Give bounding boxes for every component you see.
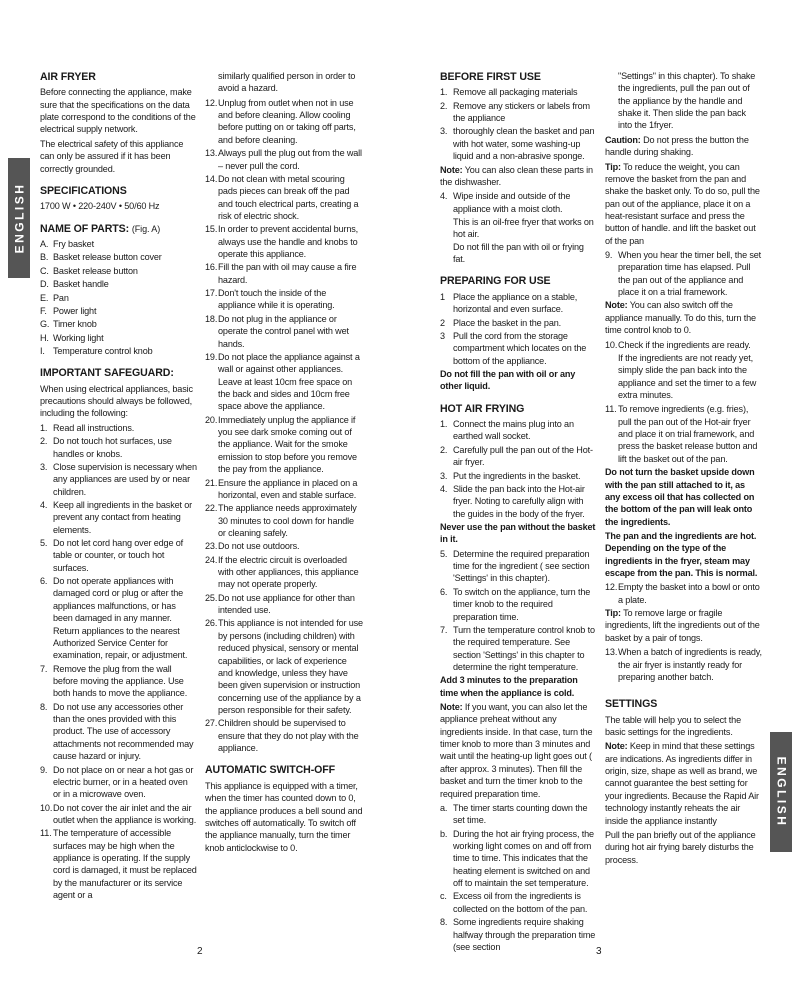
list-item [40,701,197,763]
list-text: Power light [53,305,97,316]
list-text: Close supervision is necessary when any appliances are used by or near children. [53,461,197,497]
list-text: Ensure the appliance in placed on a horizontal, even and stable surface. [218,477,358,500]
section-heading-before-first-use: BEFORE FIRST USE [440,71,541,83]
list-text: Temperature control knob [53,345,153,356]
list-text: Fry basket [53,239,94,250]
list-number: 2. [440,444,448,455]
list-text: This appliance is not intended for use by persons (including children) with reduced physical, sensory or mental capabilities, or lack of experience and knowledge, unless they have been given supervision or instruction concerning use of the appliance by a person responsible for their safety. [218,618,363,715]
note-text: You can also clean these parts in the dishwasher. [440,164,593,187]
list-item [205,351,363,413]
list-item [440,470,597,482]
list-number: 2. [40,436,48,447]
list-item [605,581,762,606]
list-item [40,422,197,434]
list-number: B. [40,252,49,263]
list-item [205,717,363,754]
list-item [440,317,597,329]
list-text: Carefully pull the pan out of the Hot-air fryer. [453,444,593,468]
language-tab-left [8,158,30,278]
list-number: 13. [205,148,218,159]
list-text: Do not plug in the appliance or operate the control panel with wet hands. [218,313,349,349]
specifications-text: 1700 W • 220-240V • 50/60 Hz [40,201,160,212]
list-item [440,483,597,520]
list-text: Keep all ingredients in the basket or prevent any contact from heating elements. [53,499,193,535]
list-number: 1. [40,422,48,433]
list-text: Basket release button cover [53,252,162,263]
language-tab-right [770,732,792,852]
list-item [205,313,363,350]
list-text: Remove the plug from the wall before moving the appliance. Use both hands to move the appliance. [53,663,188,699]
list-number: C. [40,265,49,276]
list-text: The temperature of accessible surfaces may be high when the appliance is operating. If the supply cord is damaged, it must be replaced by the manufacturer or its service agent or a [53,828,197,901]
list-item [205,173,363,222]
language-tab-label: ENGLISH [774,756,788,828]
list-number: 1 [440,291,445,302]
list-number: 6. [440,586,448,597]
list-item [440,828,597,890]
note-label: Note: [605,741,628,752]
list-text: Do not cover the air inlet and the air outlet when the appliance is working. [53,802,197,825]
note [605,740,762,827]
list-item [205,147,363,172]
list-text: Children should be supervised to ensure that they do not play with the appliance. [218,718,359,754]
list-number: 8. [440,917,448,928]
list-item [440,548,597,585]
list-text: Excess oil from the ingredients is collected on the bottom of the pan. [453,891,588,914]
list-text: The timer starts counting down the set time. [453,802,588,826]
warning-text: The pan and the ingredients are hot. Depending on the type of the ingredients in the fryer, steam may escape from the pan. This is normal. [605,530,758,579]
list-number: 11. [605,404,617,415]
tip-label: Tip: [605,161,621,172]
list-text: Determine the required preparation time for the ingredient ( see section 'Settings' in this chapter). [453,548,590,584]
list-text: Slide the pan back into the Hot-air fryer. Noting to carefully align with the guides in the body of the fryer. [453,483,585,519]
list-text: Do not clean with metal scouring pads pieces can break off the pad and touch electrical parts, creating a risk of electric shock. [218,173,359,221]
list-number: 11. [40,828,52,839]
list-item [205,223,363,260]
section-heading-preparing: PREPARING FOR USE [440,275,551,288]
list-item [205,287,363,312]
language-tab-label: ENGLISH [12,182,26,254]
list-item [605,249,762,298]
note-label: Note: [440,164,463,175]
list-text: Do not use outdoors. [218,541,300,552]
list-number: 9. [40,764,48,775]
list-item [205,477,363,502]
paragraph: This appliance is equipped with a timer, when the timer has counted down to 0, the appliance produces a bell sound and switches off automatically. To switch off the appliance manually, turn the timer knob anticlockwise to 0. [205,780,363,853]
list-number: 12. [205,97,218,108]
list-number: 3. [440,126,448,137]
list-text: Place the basket in the pan. [453,317,562,328]
note [605,299,762,336]
list-text: Do not operate appliances with damaged cord or plug or after the appliances malfunctions, or has been damaged in any manner. Return appliances to the nearest Authorized Service Center for examination, repair, or adjustment. [53,576,188,661]
list-number: 4. [440,483,448,494]
list-text: When a batch of ingredients is ready, the air fryer is instantly ready for preparing another batch. [618,647,762,682]
list-item [40,251,197,263]
list-item [440,418,597,443]
list-item [40,575,197,662]
tip [605,161,762,248]
list-number: 27. [205,718,218,729]
list-text: Unplug from outlet when not in use and before cleaning. Allow cooling before putting on or taking off parts, and before cleaning. [218,97,356,145]
caution-text: Do not press the button the handle during shaking. [605,134,749,158]
list-number: E. [40,292,49,303]
list-number: 4. [40,499,48,510]
list-item [605,646,762,683]
page-left-column-2 [205,70,363,856]
list-item [440,916,597,953]
list-item [205,592,363,617]
list-text: Check if the ingredients are ready. [618,339,751,350]
list-item [40,802,197,827]
list-text: Place the appliance on a stable, horizontal and even surface. [453,291,578,315]
list-number: 26. [205,618,218,629]
caution [605,134,762,159]
list-item [440,890,597,915]
list-number: 10. [40,802,53,813]
section-heading-safeguard: IMPORTANT SAFEGUARD: [40,367,174,380]
list-item [205,414,363,476]
list-item [40,265,197,277]
list-text: Read all instructions. [53,422,135,433]
list-number: 17. [205,288,218,299]
list-number: 6. [40,576,48,587]
paragraph: The table will help you to select the basic settings for the ingredients. [605,714,741,738]
list-text: Do not place on or near a hot gas or electric burner, or in a heated oven or in a microwave oven. [53,764,194,800]
warning-text: Add 3 minutes to the preparation time when the appliance is cold. [440,675,578,698]
list-item [205,97,363,146]
list-text: Connect the mains plug into an earthed wall socket. [453,419,574,442]
list-number: 8. [40,701,48,712]
list-number: b. [440,828,448,839]
list-item [40,663,197,700]
hot-air-list [440,418,597,520]
list-text: Turn the temperature control knob to the required temperature. See section 'Settings' in this chapter to determine the right temperature. [453,624,595,672]
list-text: When you hear the timer bell, the set preparation time has elapsed. Pull the pan out of the appliance and place it on a trial framework. [618,250,762,298]
note-text: You can also switch off the appliance manually. To do this, turn the time control knob to 0. [605,300,756,336]
list-item [440,291,597,316]
warning-text: Do not turn the basket upside down with the pan still attached to it, as any excess oil that has collected on the bottom of the pan will leak onto the ingredients. [605,467,755,527]
list-text: Basket release button [53,265,138,276]
tip-text: To remove large or fragile ingredients, lift the ingredients out of the basket by a pair of tongs. [605,608,760,643]
list-text: In order to prevent accidental burns, always use the handle and knobs to operate this appliance. [218,224,359,260]
list-number: 18. [205,313,218,324]
list-text: Do not use appliance for other than intended use. [218,592,355,616]
list-item [205,261,363,286]
list-item [40,332,197,344]
hot-air-sub-list [440,802,597,915]
list-text: To remove ingredients (e.g. fries), pull the pan out of the Hot-air fryer and place it on trial framework, and press the basket release button and lift the basket out of the pan. [618,404,758,464]
section-heading-settings: SETTINGS [605,698,658,711]
paragraph: The electrical safety of this appliance can only be assured if it has been correctly grounded. [40,138,184,174]
list-number: 25. [205,592,218,603]
list-text: Empty the basket into a bowl or onto a plate. [618,582,760,605]
warning-text: Do not fill the pan with oil or any other liquid. [440,369,576,392]
page-left-column-1 [40,68,197,902]
list-number: 2. [440,100,448,111]
list-number: 23. [205,541,218,552]
tip [605,607,762,644]
list-item [205,554,363,591]
parts-heading-text: NAME OF PARTS: [40,222,130,235]
list-number: 5. [440,548,448,559]
list-item [440,330,597,367]
paragraph: Before connecting the appliance, make sure that the specifications on the data plate correspond to the conditions of the electrical supply network. [40,87,196,135]
list-number: c. [440,891,447,902]
list-item [605,339,762,351]
section-heading-specifications: SPECIFICATIONS [40,184,127,197]
list-item [40,292,197,304]
paragraph: This is an oil-free fryer that works on hot air. [453,217,594,240]
note-label: Note: [605,300,628,311]
list-number: 3 [440,330,445,341]
list-number: 1. [440,419,448,430]
list-number: 16. [205,262,218,273]
note [440,164,597,189]
list-number: D. [40,279,49,290]
list-text: Pan [53,292,69,303]
paragraph: If the ingredients are not ready yet, simply slide the pan back into the appliance and set the timer to a few extra minutes. [618,352,757,400]
list-item [40,278,197,290]
list-number: 4. [440,191,448,202]
page-right-column-2 [605,70,762,868]
paragraph: Do not fill the pan with oil or frying fat. [453,241,584,265]
list-text: Fill the pan with oil may cause a fire hazard. [218,262,357,285]
list-text: To switch on the appliance, turn the timer knob to the required preparation time. [453,586,591,622]
list-text: Timer knob [53,319,97,330]
list-text: If the electric circuit is overloaded with other appliances, this appliance may not operate properly. [218,554,359,590]
list-item [40,238,197,250]
list-number: 2 [440,317,445,328]
list-text: Remove all packaging materials [453,87,578,98]
list-item [40,305,197,317]
list-text: Do not place the appliance against a wall or against other appliances. Leave at least 10cm free space on the back and sides and 10cm free space above the appliance. [218,351,360,412]
section-heading-air-fryer: AIR FRYER [40,71,96,83]
list-number: 24. [205,554,218,565]
list-number: 3. [40,461,48,472]
list-number: G. [40,319,50,330]
page-number-right: 3 [596,946,602,957]
paragraph: When using electrical appliances, basic precautions should always be followed, including the following: [40,383,193,419]
list-item [40,318,197,330]
list-text: Do not let cord hang over edge of table or counter, or touch hot surfaces. [53,538,184,573]
warning-text: Never use the pan without the basket in it. [440,522,596,545]
list-item [205,502,363,539]
list-item [440,100,597,125]
list-item [40,435,197,460]
page-number-left: 2 [197,946,203,957]
list-number: 9. [605,250,613,261]
list-item [605,403,762,465]
list-number: F. [40,305,47,316]
list-text: Always pull the plug out from the wall – never pull the cord. [218,148,362,171]
list-continuation: "Settings" in this chapter). To shake the ingredients, pull the pan out of the appliance by the handle and shake it. Then slide the pan back into the 1fryer. [618,71,756,131]
list-text: Do not use any accessories other than the ones provided with this product. The use of accessory attachments not recommended may cause hazard or injury. [53,701,194,762]
list-text: Don't touch the inside of the appliance while it is operating. [218,288,335,311]
list-item [440,190,597,215]
list-number: 22. [205,503,218,514]
list-text: Working light [53,332,104,343]
list-number: 10. [605,339,618,350]
list-number: 7. [40,663,48,674]
section-heading-auto-switch-off: AUTOMATIC SWITCH-OFF [205,764,336,777]
list-number: H. [40,332,49,343]
list-text: Basket handle [53,279,109,290]
list-number: A. [40,239,49,250]
list-number: 20. [205,414,218,425]
before-first-use-list [440,86,597,162]
list-number: 14. [205,173,218,184]
list-item [40,764,197,801]
section-heading-parts [40,222,197,236]
list-item [440,86,597,98]
note-text: If you want, you can also let the appliance preheat without any ingredients inside. In that case, turn the timer knob to more than 3 minutes and wait until the heating-up light goes out ( after approx. 3 minutes). Then fill the basket and turn the timer knob to the required preparation time. [440,702,593,799]
list-item [440,444,597,469]
note-label: Note: [440,702,463,713]
paragraph: Pull the pan briefly out of the appliance during hot air frying barely disturbs the process. [605,829,756,865]
list-number: 5. [40,538,48,549]
list-item [440,586,597,623]
preparing-list [440,291,597,367]
note-text: Keep in mind that these settings are indications. As ingredients differ in origin, size, shape as well as brand, we cannot guarantee the best setting for your ingredients. Because the Rapid Air technology instantly reheats the air inside the appliance instantly [605,741,759,826]
list-number: 13. [605,647,618,658]
list-number: 15. [205,224,218,235]
list-number: I. [40,345,45,356]
list-item [40,537,197,574]
list-item [40,499,197,536]
section-heading-hot-air-frying: HOT AIR FRYING [440,402,525,415]
list-text: Remove any stickers or labels from the appliance [453,100,590,124]
caution-label: Caution: [605,134,641,145]
hot-air-list [440,548,597,674]
list-number: 19. [205,351,218,362]
list-item [40,827,197,901]
list-item [205,617,363,716]
note [440,701,597,800]
tip-text: To reduce the weight, you can remove the basket from the pan and shake the basket only. To do so, pull the pan out of the appliance, place it on a heat-resistant surface and press the button of handle. and lift the basket out of the pan [605,161,760,246]
list-item [440,125,597,162]
list-item [40,461,197,498]
fig-reference: (Fig. A) [131,223,161,234]
list-item [40,345,197,357]
list-item [205,540,363,552]
parts-list [40,238,197,357]
list-number: 12. [605,582,618,593]
list-continuation: similarly qualified person in order to avoid a hazard. [218,71,356,94]
safeguard-list [40,422,197,902]
list-text: Immediately unplug the appliance if you see dark smoke coming out of the appliance. Wait for the smoke emission to stop before you remove the pay from the appliance. [218,414,357,475]
list-number: 3. [440,470,448,481]
list-number: 1. [440,87,448,98]
list-text: Some ingredients require shaking halfway through the preparation time (see section [453,917,596,952]
list-text: Put the ingredients in the basket. [453,470,581,481]
safeguard-list [205,97,363,755]
list-text: The appliance needs approximately 30 minutes to cool down for handle or cleaning safely. [218,503,357,538]
list-number: a. [440,802,448,813]
list-text: thoroughly clean the basket and pan with hot water, some washing-up liquid and a non-abrasive sponge. [453,126,595,162]
list-item [440,624,597,673]
list-item [440,802,597,827]
list-text: Wipe inside and outside of the appliance with a moist cloth. [453,191,571,214]
list-text: Do not touch hot surfaces, use handles or knobs. [53,436,172,459]
list-number: 21. [205,477,218,488]
page-right-column-1 [440,68,597,954]
tip-label: Tip: [605,608,621,619]
list-text: Pull the cord from the storage compartment which locates on the bottom of the appliance. [453,330,587,366]
list-number: 7. [440,624,448,635]
list-text: During the hot air frying process, the working light comes on and off from time to time. This indicates that the heating element is switched on and off to maintain the set temperature. [453,828,594,889]
